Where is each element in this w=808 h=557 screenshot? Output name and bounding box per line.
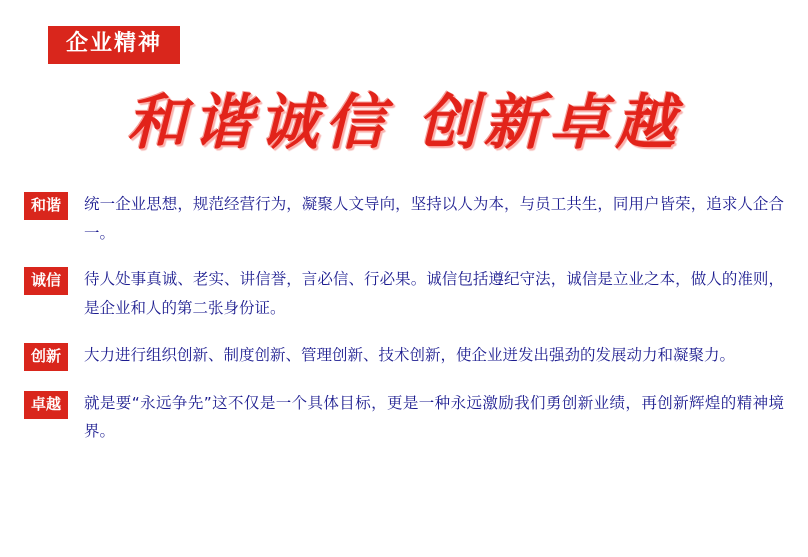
principle-text: 统一企业思想，规范经营行为，凝聚人文导向，坚持以人为本，与员工共生，同用户皆荣，追求人企合一。 [84, 195, 784, 242]
principle-tag: 卓越 [24, 391, 68, 419]
list-item [0, 190, 808, 247]
slogan-headline: 和谐诚信 创新卓越 [126, 88, 682, 158]
list-item [0, 389, 808, 446]
principle-tag: 和谐 [24, 192, 68, 220]
principles-list [0, 190, 808, 464]
principle-tag: 创新 [24, 343, 68, 371]
principle-text: 就是要“永远争先”这不仅是一个具体目标，更是一种永远激励我们勇创新业绩，再创新辉煌的精神境界。 [84, 393, 784, 441]
principle-tag: 诚信 [24, 267, 68, 295]
principle-text: 大力进行组织创新、制度创新、管理创新、技术创新，使企业迸发出强劲的发展动力和凝聚力。 [84, 345, 736, 364]
section-title-badge: 企业精神 [48, 26, 180, 64]
principle-text: 待人处事真诚、老实、讲信誉，言必信、行必果。诚信包括遵纪守法，诚信是立业之本，做人的准则，是企业和人的第二张身份证。 [84, 270, 784, 318]
list-item [0, 265, 808, 322]
list-item [0, 341, 808, 371]
